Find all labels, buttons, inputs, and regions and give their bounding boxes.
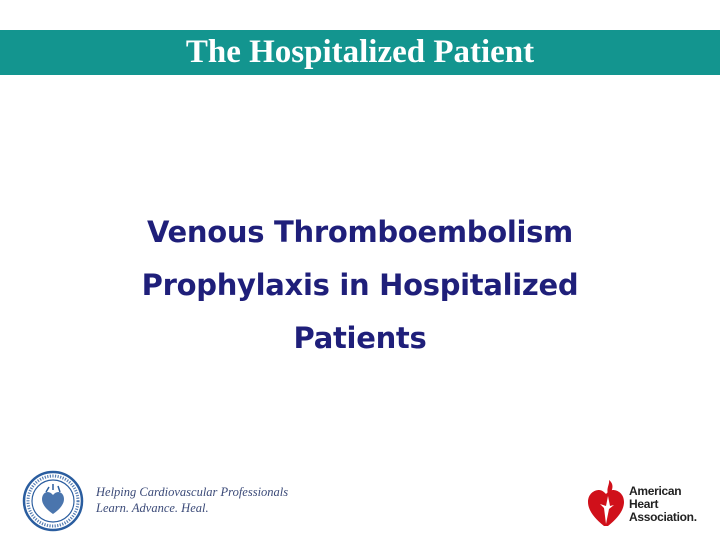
acc-tagline <box>96 484 288 516</box>
aha-wordmark-line-2: Heart <box>629 497 659 511</box>
main-title-line-3: Patients <box>293 321 427 355</box>
aha-wordmark-line-1: American <box>629 484 682 498</box>
main-title-line-2: Prophylaxis in Hospitalized <box>141 268 579 302</box>
acc-tagline-line-1: Helping Cardiovascular Professionals <box>96 485 289 499</box>
aha-wordmark-line-3: Association. <box>629 510 697 524</box>
acc-seal-logo <box>22 470 84 532</box>
header-band <box>0 30 720 75</box>
slide-main-title <box>80 206 640 365</box>
acc-tagline-line-2: Learn. Advance. Heal. <box>96 501 209 515</box>
main-title-line-1: Venous Thromboembolism <box>147 215 573 249</box>
slide-header-title: The Hospitalized Patient <box>185 34 535 70</box>
aha-wordmark <box>629 485 697 524</box>
